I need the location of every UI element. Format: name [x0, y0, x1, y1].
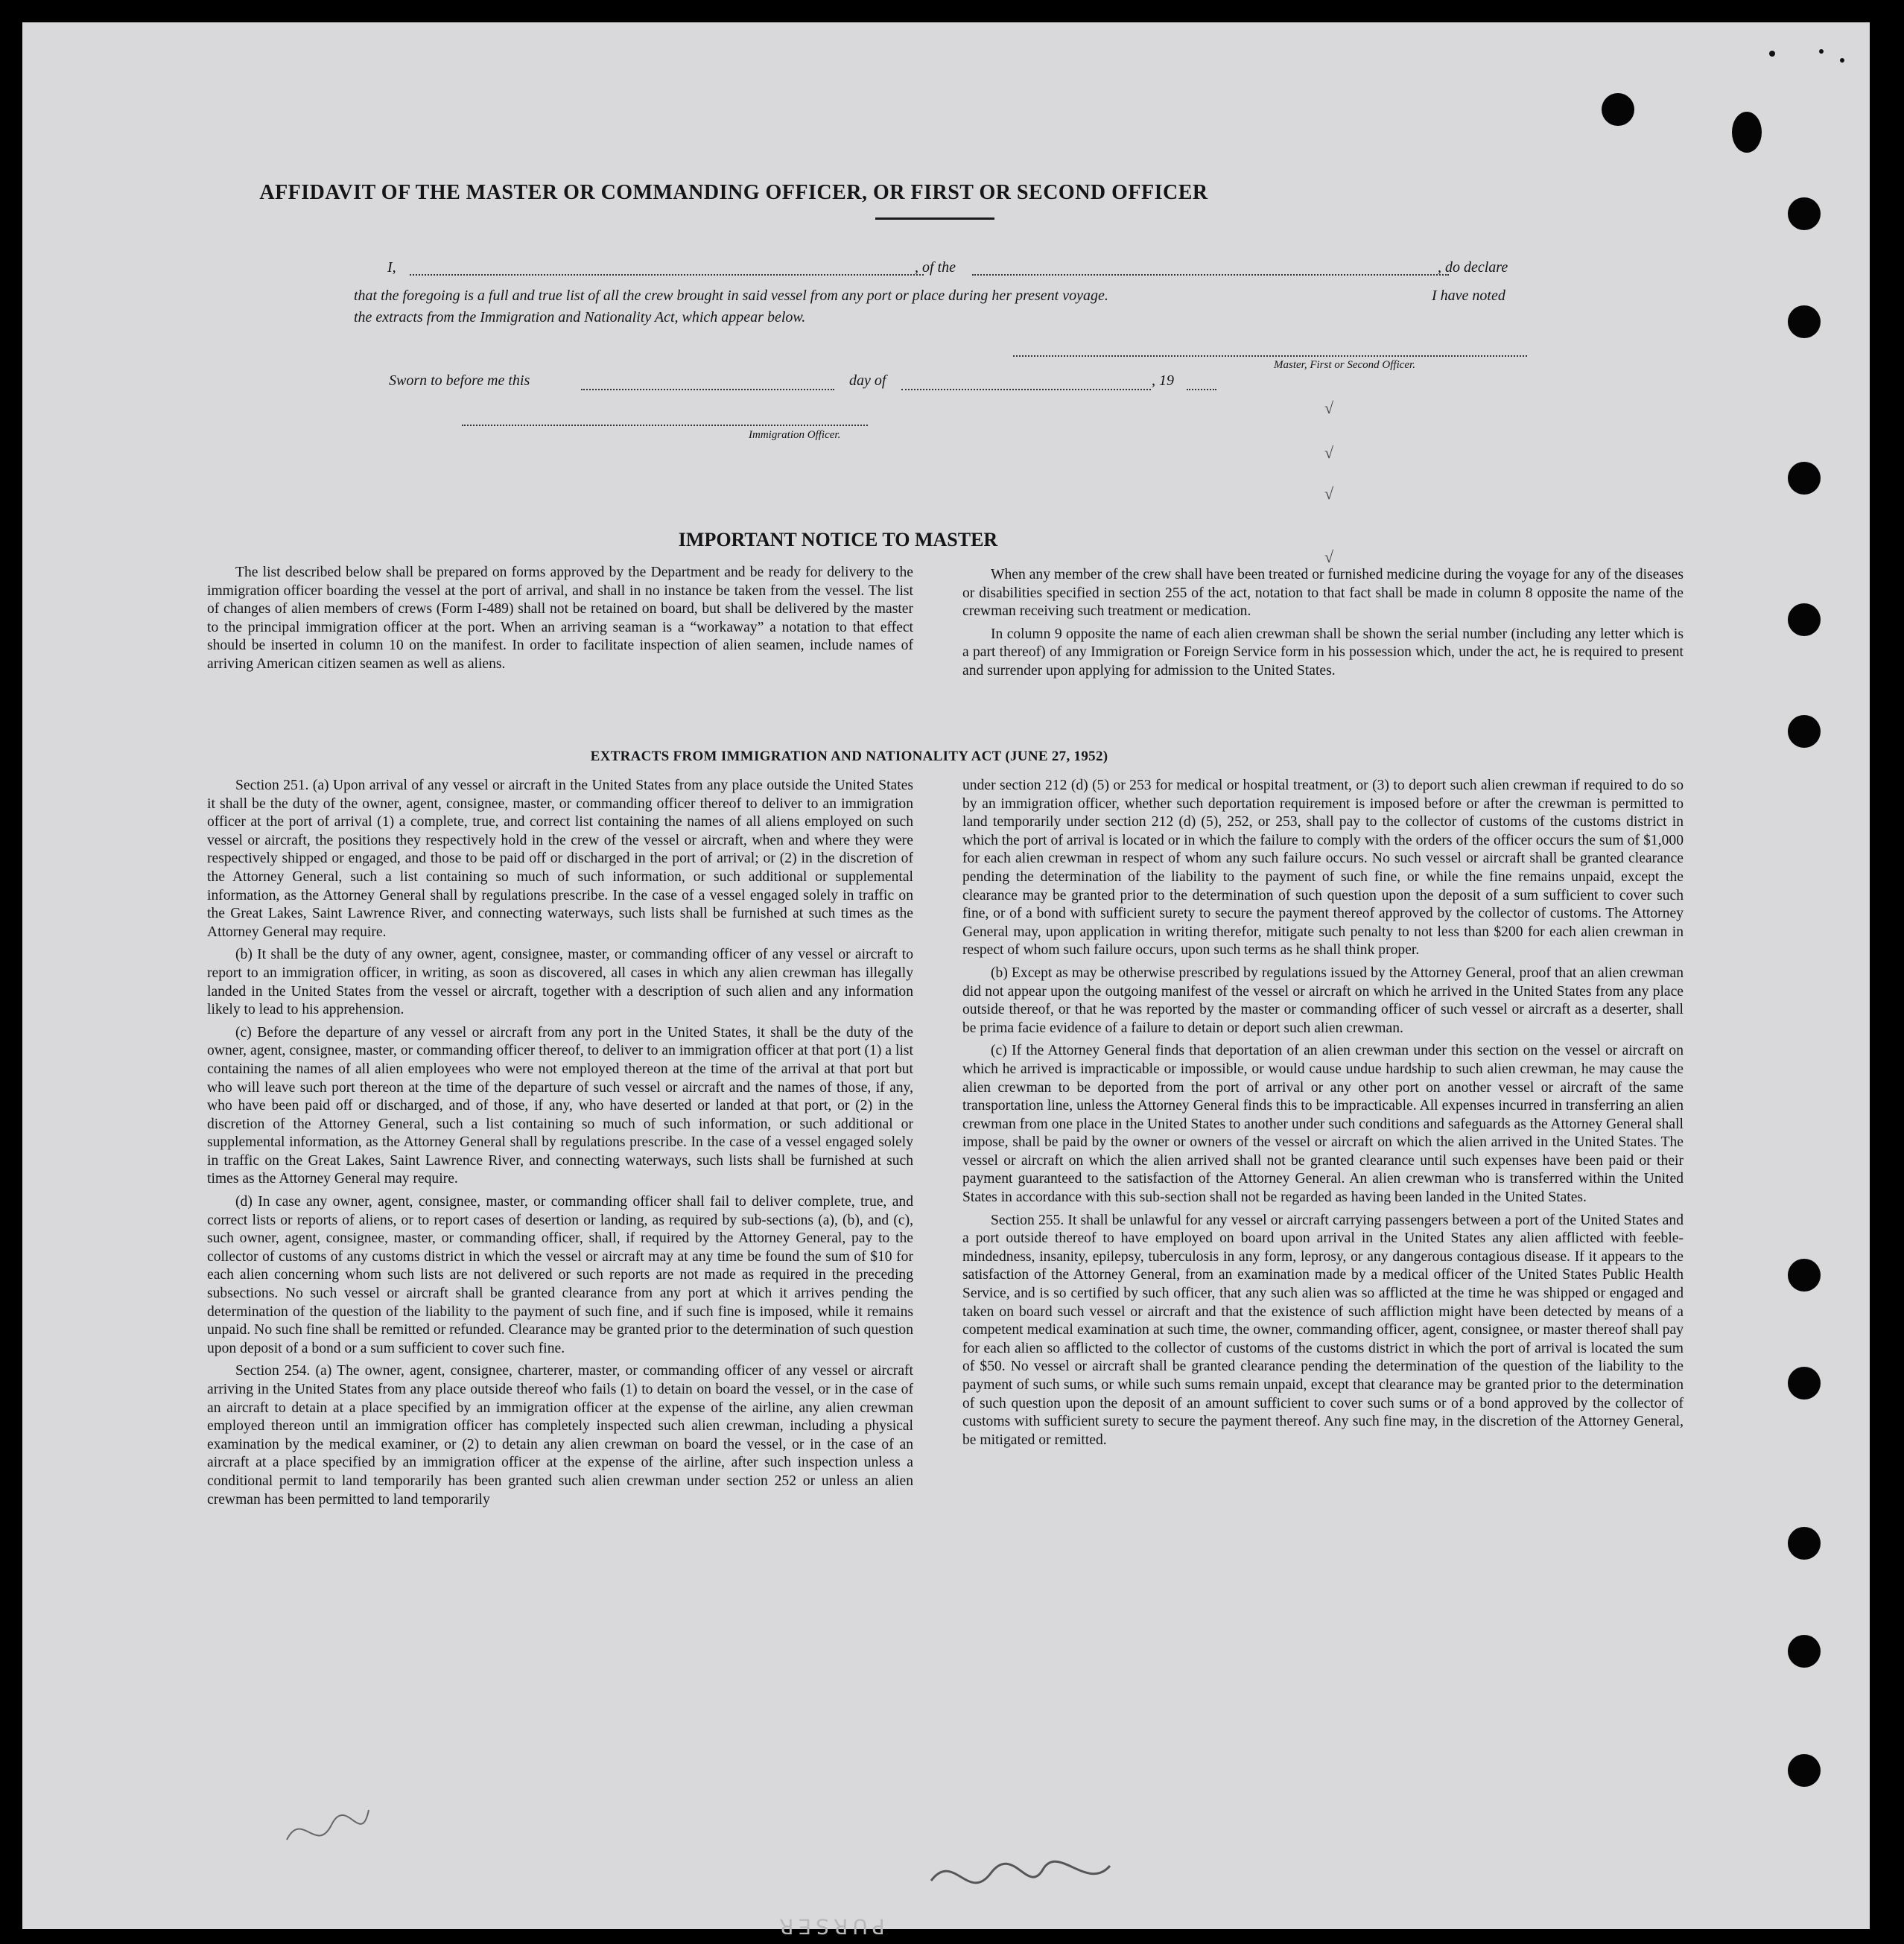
sworn-year-prefix: , 19 — [1152, 372, 1174, 389]
declaration-line-2b: I have noted — [1432, 288, 1505, 304]
binder-hole-icon — [1788, 603, 1821, 636]
notice-right-paragraph-2: In column 9 opposite the name of each alien crewman shall be shown the serial number (including any letter which is a part thereof) of any Immigration or Foreign Service form in his possession which, under the act, he is required to present and surrender upon applying for admission to the United States. — [962, 626, 1684, 679]
binder-hole-icon — [1788, 197, 1821, 230]
sworn-label: Sworn to before me this — [389, 372, 530, 389]
binder-hole-icon — [1788, 1635, 1821, 1668]
officer-signature-label: Master, First or Second Officer. — [1274, 359, 1415, 371]
section-254-a: Section 254. (a) The owner, agent, consignee, charterer, master, or commanding officer of any vessel or aircraft arriving in the United States from any place outside thereof who fails (1) to detain on board the vessel, or in the case of an aircraft to detain at a place specified by an immigration officer at the expense of the airline, any alien crewman employed thereon until an immigration officer has completely inspected such alien crewman, including a physical examination by the medical examiner, or (2) to detain any alien crewman on board the vessel, or in the case of an aircraft at a place specified by an immigration officer at the expense of the airline, after such inspection unless a conditional permit to land temporarily has been granted such alien crewman under section 252 or unless an alien crewman has been permitted to land temporarily — [207, 1363, 913, 1508]
extracts-title: EXTRACTS FROM IMMIGRATION AND NATIONALITY ACT (JUNE 27, 1952) — [590, 749, 1108, 764]
vessel-name-field[interactable] — [972, 274, 1449, 276]
binder-hole-icon — [1788, 462, 1821, 495]
check-mark-icon: √ — [1324, 443, 1334, 462]
check-mark-icon: √ — [1324, 484, 1334, 503]
initials-scribble-icon — [279, 1795, 376, 1862]
document-page — [22, 22, 1870, 1939]
section-254-c: (c) If the Attorney General finds that deportation of an alien crewman under this section on the vessel or aircraft on which he arrived is impracticable or impossible, or would cause undue hardship to such alien crewman, he may cause the alien crewman to be deported from the port of arrival or any other port on another vessel or aircraft of the same transportation line, unless the Attorney General finds this to be impracticable. All expenses incurred in transferring an alien crewman from one place in the United States to another under such conditions and safeguards as the Attorney General shall impose, shall be paid by the owner or owners of the vessel or aircraft on which the alien arrived in the United States. The vessel or aircraft on which the alien arrived shall not be granted clearance until such expenses have been paid or their payment guaranteed to the satisfaction of the Attorney General. An alien crewman who is transferred within the United States in accordance with this sub-section shall not be regarded as having been landed in the United States. — [962, 1043, 1684, 1206]
affidavit-title: AFFIDAVIT OF THE MASTER OR COMMANDING OFFICER, OR FIRST OR SECOND OFFICER — [259, 181, 1208, 204]
binder-hole-icon — [1788, 1754, 1821, 1787]
immigration-officer-signature-line[interactable] — [462, 425, 868, 426]
notice-left-column — [207, 564, 913, 679]
declaration-line-2: that the foregoing is a full and true list of all the crew brought in said vessel from any port or place during her present voyage. — [354, 288, 1108, 304]
notice-title: IMPORTANT NOTICE TO MASTER — [678, 529, 998, 550]
binder-hole-icon — [1788, 1527, 1821, 1560]
section-251-c: (c) Before the departure of any vessel or aircraft from any port in the United States, it shall be the duty of the owner, agent, consignee, master, or commanding officer thereof, to deliver to an immigration officer at that port (1) a list containing the names of all alien employees who were not employed thereon at the time of the arrival at that port but who will leave such port thereon at the time of the departure of such vessel or aircraft and the names of those, if any, who have been paid off or discharged, and of those, if any, who have deserted or landed at that port, or (2) in the discretion of the Attorney General, such a list containing so much of such information, or such additional or supplemental information, as the Attorney General shall by regulations prescribe. In the case of a vessel engaged solely in traffic on the Great Lakes, Saint Lawrence River, and connecting waterways, such lists shall be furnished at such times as the Attorney General may require. — [207, 1024, 913, 1187]
officer-signature-line[interactable] — [1013, 355, 1527, 357]
section-254-b: (b) Except as may be otherwise prescribed by regulations issued by the Attorney General, proof that an alien crewman did not appear upon the outgoing manifest of the vessel or aircraft on which he arrived in the United States from any place outside thereof, or that he was reported by the master or commanding officer of such vessel or aircraft as a deserter, shall be prima facie evidence of a failure to detain or deport such alien crewman. — [962, 965, 1684, 1036]
signature-scribble-icon — [924, 1851, 1117, 1910]
section-255: Section 255. It shall be unlawful for any vessel or aircraft carrying passengers between a port of the United States and a port outside thereof to have employed on board upon arrival in the United States any alien afflicted with feeble-mindedness, insanity, epilepsy, tuberculosis in any form, leprosy, or any dangerous contagious disease. If it appears to the satisfaction of the Attorney General, from an examination made by a medical officer of the United States Public Health Service, and is so certified by such officer, that any such alien was so afflicted at the time he was shipped or engaged and taken on board such vessel or aircraft and that the existence of such affliction might have been detected by means of a competent medical examination at such time, the owner, commanding officer, agent, consignee, or master thereof shall pay for each alien so afflicted to the collector of customs of the customs district in which the port of arrival is located the sum of $50. No vessel or aircraft shall be granted clearance pending the determination of the question of the liability to the payment of such sums, or while such sums remain unpaid, except that clearance may be granted prior to the determination of such question upon the deposit of an amount sufficient to cover such sums or of a bond approved by the collector of customs with sufficient surety to secure the payment thereof. Any such fine may, in the discretion of the Attorney General, be mitigated or remitted. — [962, 1212, 1684, 1448]
binder-hole-icon — [1788, 1367, 1821, 1400]
declaration-do-declare: , do declare — [1438, 259, 1508, 276]
sworn-day-field[interactable] — [581, 389, 834, 390]
sworn-year-field[interactable] — [1187, 389, 1216, 390]
notice-right-paragraph-1: When any member of the crew shall have been treated or furnished medicine during the voyage for any of the diseases or disabilities specified in section 255 of the act, notation to that fact shall be made in column 8 opposite the name of the crewman receiving such treatment or medication. — [962, 567, 1684, 620]
notice-left-paragraph: The list described below shall be prepared on forms approved by the Department and be ready for delivery to the immigration officer boarding the vessel at the port of arrival, and shall in no instance be taken from the vessel. The list of changes of alien members of crews (Form I-489) shall not be retained on board, but shall be delivered by the master to the principal immigration officer at the port. When an arriving seaman is a “workaway” a notation to that effect should be inserted in column 10 on the manifest. In order to facilitate inspection of alien seamen, include names of arriving American citizen seamen as well as aliens. — [207, 565, 913, 672]
declaration-line-3: the extracts from the Immigration and Nationality Act, which appear below. — [354, 309, 806, 325]
sworn-month-field[interactable] — [901, 389, 1151, 390]
notice-right-column — [962, 566, 1684, 685]
section-254-a-continued: under section 212 (d) (5) or 253 for medical or hospital treatment, or (3) to deport such alien crewman if required to do so by an immigration officer, whether such deportation requirement is imposed before or after the crewman is permitted to land temporarily under section 212 (d) (5), 252, or 253, shall pay to the collector of customs of the customs district in which the port of arrival is located or in which the failure to comply with the orders of the officer occurs the sum of $1,000 for each alien crewman in respect of whom any such failure occurs. No such vessel or aircraft shall be granted clearance pending the determination of the liability to the payment of such fine, or while the fine remains unpaid, except the clearance may be granted prior to the determination of such question upon the deposit of a sum sufficient to cover such fine, or of a bond with sufficient surety to secure the payment thereof approved by the collector of customs. The Attorney General may, upon application in writing therefor, mitigate such penalty to not less than $200 for each alien crewman in respect of whom such failure occurs, upon such terms as he shall think proper. — [962, 778, 1684, 959]
sworn-day-of: day of — [849, 372, 886, 389]
bleed-through-stamp: PURSER — [775, 1914, 885, 1939]
binder-hole-icon — [1602, 93, 1634, 126]
speck-icon — [1769, 51, 1775, 57]
binder-hole-icon — [1732, 112, 1762, 153]
immigration-officer-label: Immigration Officer. — [749, 429, 841, 441]
extracts-left-column — [207, 777, 913, 1513]
check-mark-icon: √ — [1324, 547, 1334, 566]
binder-hole-icon — [1788, 305, 1821, 338]
speck-icon — [1840, 58, 1844, 63]
declaration-of-the: , of the — [915, 259, 956, 276]
speck-icon — [1819, 49, 1824, 54]
section-251-d: (d) In case any owner, agent, consignee, master, or commanding officer shall fail to deliver complete, true, and correct lists or reports of aliens, or to report cases of desertion or landing, as required by sub-sections (a), (b), and (c), such owner, agent, consignee, master, or commanding officer, shall, if required by the Attorney General, pay to the collector of customs of any customs district in which the vessel or aircraft may at any time be found the sum of $10 for each alien concerning whom such lists are not delivered or such reports are not made as required in the preceding subsections. No such vessel or aircraft shall be granted clearance from any port at which it arrives pending the determination of the question of the liability to the payment of such fine, and if such fine is imposed, while it remains unpaid. No such fine shall be remitted or refunded. Clearance may be granted prior to the determination of such question upon deposit of a bond or a sum sufficient to cover such fine. — [207, 1194, 913, 1356]
declarant-name-field[interactable] — [410, 274, 924, 276]
declaration-i-label: I, — [387, 259, 396, 276]
binder-hole-icon — [1788, 715, 1821, 748]
extracts-right-column — [962, 777, 1684, 1454]
section-251-a: Section 251. (a) Upon arrival of any vessel or aircraft in the United States from any place outside the United States it shall be the duty of the owner, agent, consignee, master, or commanding officer thereof to deliver to an immigration officer at the port of arrival (1) a complete, true, and correct list containing the names of all aliens employed on such vessel or aircraft, the positions they respectively hold in the crew of the vessel or aircraft, when and where they were respectively shipped or engaged, and those to be paid off or discharged in the port of arrival; or (2) in the discretion of the Attorney General, such a list containing so much of such information, or such additional or supplemental information, as the Attorney General shall by regulations prescribe. In the case of a vessel engaged solely in traffic on the Great Lakes, Saint Lawrence River, and connecting waterways, such lists shall be furnished at such times as the Attorney General may require. — [207, 778, 913, 940]
section-251-b: (b) It shall be the duty of any owner, agent, consignee, master, or commanding officer of any vessel or aircraft to report to an immigration officer, in writing, as soon as discovered, all cases in which any alien crewman has illegally landed in the United States from the vessel or aircraft, together with a description of such alien and any information likely to lead to his apprehension. — [207, 947, 913, 1018]
check-mark-icon: √ — [1324, 398, 1334, 417]
binder-hole-icon — [1788, 1259, 1821, 1292]
title-underline — [875, 217, 994, 220]
